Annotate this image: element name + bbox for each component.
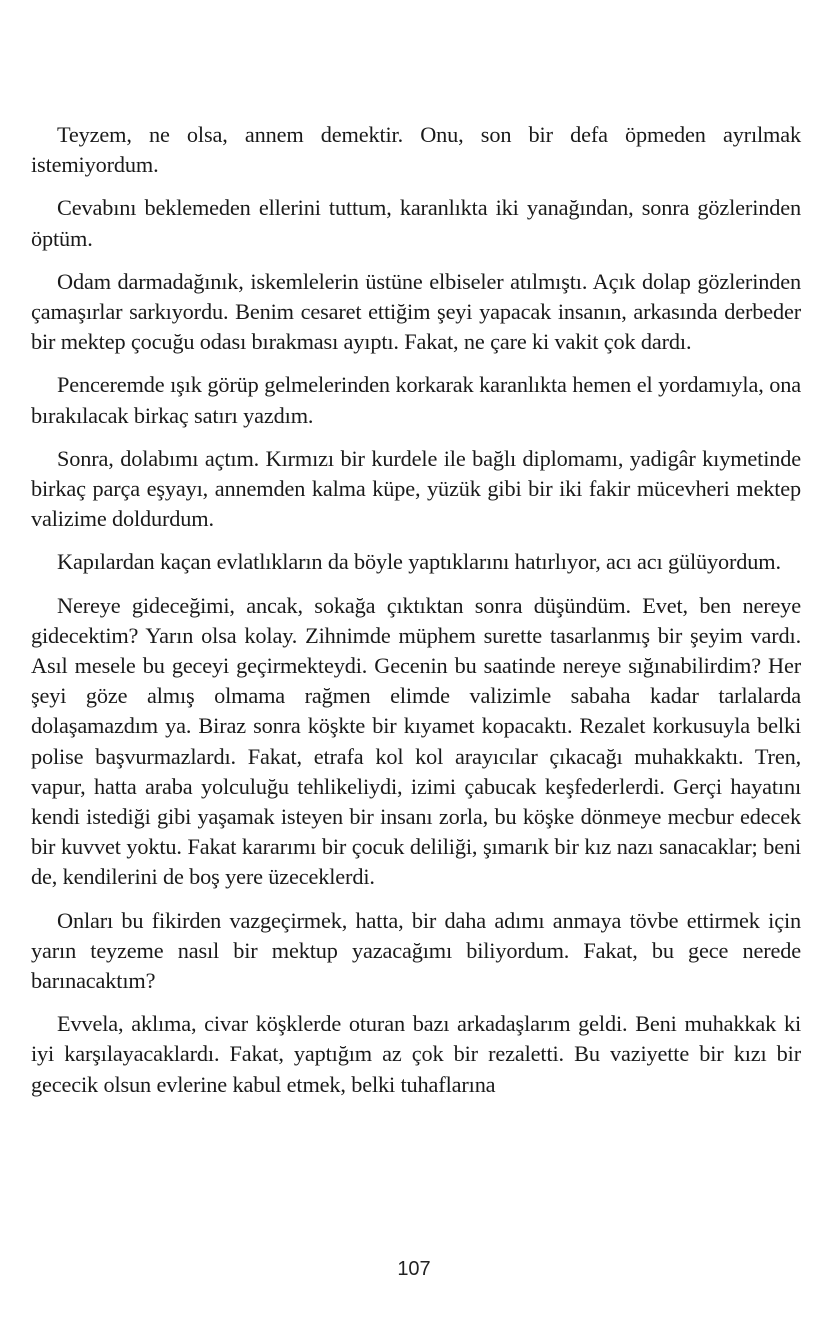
paragraph-1: Teyzem, ne olsa, annem demektir. Onu, son bir defa öpmeden ayrılmak istemiyordum. — [31, 122, 801, 178]
paragraph-5: Sonra, dolabımı açtım. Kırmızı bir kurdele ile bağlı diplomamı, yadigâr kıymetinde birkaç parça eşyayı, annemden kalma küpe, yüzük gibi bir iki fakir mücevheri mektep valizime doldurdum. — [31, 445, 801, 532]
paragraph-7: Nereye gideceğimi, ancak, sokağa çıktıktan sonra düşündüm. Evet, ben nereye gidecektim? Yarın olsa kolay. Zihnimde müphem surette tasarlanmış bir şeyim vardı. Asıl mesele bu geceyi geçirmekteydi. Gecenin bu saatinde nereye sığınabilirdim? Her şeyi göze almış olmama rağmen elimde valizimle sabaha kadar tarlalarda dolaşamazdım ya. Biraz sonra köşkte bir kıyamet kopacaktı. Rezalet korkusuyla belki polise başvurmazlardı. Fakat, etrafa kol kol arayıcılar çıkacağı muhakkaktı. Tren, vapur, hatta araba yolculuğu tehlikeliydi, izimi çabucak keşfederlerdi. Gerçi hayatını kendi istediği gibi yaşamak isteyen bir insanı zorla, bu köşke dönmeye mecbur edecek bir kuvvet yoktu. Fakat kararımı bir çocuk deliliği, şımarık bir kız nazı sanacaklar; beni de, kendilerini de boş yere üzeceklerdi. — [31, 592, 801, 890]
paragraph-8: Onları bu fikirden vazgeçirmek, hatta, bir daha adımı anmaya tövbe ettirmek için yarın teyzeme nasıl bir mektup yazacağımı biliyordum. Fakat, bu gece nerede barınacaktım? — [31, 907, 801, 994]
paragraph-3: Odam darmadağınık, iskemlelerin üstüne elbiseler atılmıştı. Açık dolap gözlerinden çamaşırlar sarkıyordu. Benim cesaret ettiğim şeyi yapacak insanın, arkasında derbeder bir mektep çocuğu odası bırakması ayıptı. Fakat, ne çare ki vakit çok dardı. — [31, 268, 801, 355]
paragraph-6: Kapılardan kaçan evlatlıkların da böyle yaptıklarını hatırlıyor, acı acı gülüyordum. — [57, 549, 781, 575]
paragraph-9: Evvela, aklıma, civar köşklerde oturan bazı arkadaşlarım geldi. Beni muhakkak ki iyi karşılayacaklardı. Fakat, yaptığım az çok bir rezaletti. Bu vaziyette bir kızı bir gececik olsun evlerine kabul etmek, belki tuhaflarına — [31, 1011, 801, 1097]
paragraph-4: Penceremde ışık görüp gelmelerinden korkarak karanlıkta hemen el yordamıyla, ona bırakılacak birkaç satırı yazdım. — [31, 372, 801, 428]
page-number: 107 — [397, 1258, 431, 1280]
paragraph-2: Cevabını beklemeden ellerini tuttum, karanlıkta iki yanağından, sonra gözlerinden öptüm. — [31, 195, 801, 251]
book-page-text — [31, 120, 801, 1113]
